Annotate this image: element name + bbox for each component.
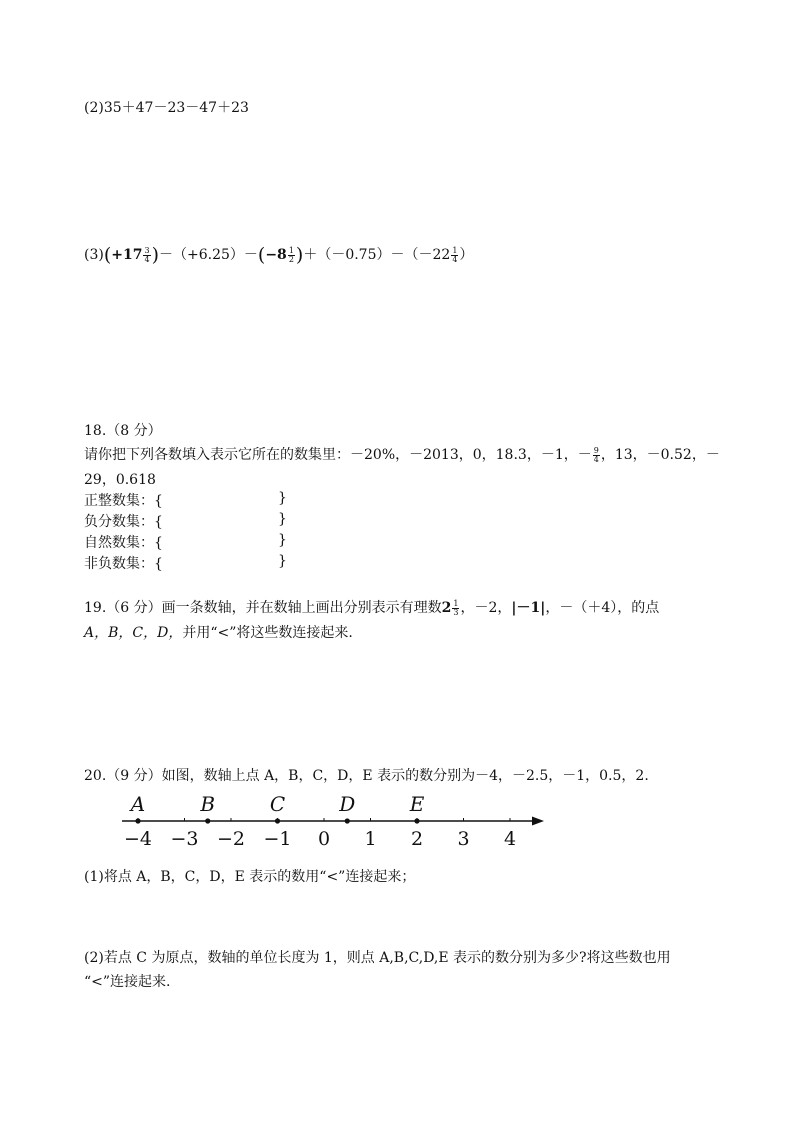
paren-close: ): [295, 244, 304, 266]
q19-instruction: 并用“<”将这些数连接起来.: [182, 625, 353, 641]
set-close-brace: }: [278, 511, 287, 527]
points-layer: [129, 792, 425, 824]
point-label-c: C: [269, 792, 286, 816]
point-dot-c: [275, 818, 280, 823]
frac-den: 4: [593, 454, 599, 464]
mixed-number-b-fraction: [288, 247, 295, 264]
set-non-negative-numbers: [84, 553, 287, 573]
q18-prompt: [84, 444, 720, 464]
set-label: 正整数集：{: [84, 493, 163, 509]
set-close-brace: }: [278, 532, 287, 548]
set-label: 负分数集：{: [84, 514, 163, 530]
point-dot-d: [345, 818, 350, 823]
frac-den: 4: [144, 254, 150, 264]
frac-num: 3: [144, 245, 150, 255]
q17-part3: [84, 244, 473, 266]
set-label: 自然数集：{: [84, 535, 163, 551]
q17-part3-op2: ＋（－0.75）－（－22: [303, 247, 451, 263]
frac-num: 1: [453, 598, 459, 608]
q18-header: 18.（8 分）: [84, 423, 162, 439]
paren-open: (: [257, 244, 266, 266]
point-label-a: A: [130, 792, 146, 816]
q19-text-b: ，－2，: [460, 600, 512, 616]
mixed-number-a-whole: +17: [111, 247, 143, 263]
frac-num: 9: [593, 445, 599, 455]
paren-open: (: [103, 244, 112, 266]
tick-label: 2: [410, 828, 424, 850]
tick-label: 0: [317, 828, 331, 850]
point-dot-b: [205, 818, 210, 823]
point-label-e: E: [409, 792, 425, 816]
q20-header: 20.（9 分）如图，数轴上点 A，B，C，D，E 表示的数分别为－4，－2.5，－1，0.5，2.: [84, 768, 649, 784]
q19-line1: [84, 597, 659, 617]
q17-part2: (2)35＋47－23－47＋23: [84, 100, 249, 116]
frac-den: 2: [288, 254, 294, 264]
q17-part3-label: (3): [84, 247, 104, 263]
ticks-layer: [124, 818, 516, 850]
q18-prompt-b: ，13，－0.52，－: [600, 447, 720, 463]
point-label-b: B: [200, 792, 216, 816]
point-dot-a: [135, 818, 140, 823]
set-positive-integers: [84, 490, 287, 510]
frac-den: 4: [452, 254, 458, 264]
q19-points: A，B，C，D，: [84, 625, 183, 641]
mixed-number-c-fraction: [451, 247, 458, 264]
number-line-figure: [118, 785, 548, 857]
frac-num: 1: [288, 245, 294, 255]
q18-prompt-a: 请你把下列各数填入表示它所在的数集里：－20%，－2013，0，18.3，－1，－: [84, 447, 592, 463]
q19-text-c: ，－（＋4），的点: [545, 600, 660, 616]
set-close-brace: }: [278, 553, 287, 569]
tick-label: 4: [503, 828, 517, 850]
q19-text-a: 19.（6 分）画一条数轴，并在数轴上画出分别表示有理数: [84, 600, 442, 616]
q19-line2: [84, 622, 353, 642]
set-negative-fractions: [84, 511, 287, 531]
axis-arrow-icon: [532, 817, 544, 826]
q19-mixed-fraction: [452, 600, 459, 617]
q19-mixed-whole: 2: [441, 600, 452, 616]
tick-label: −2: [216, 828, 246, 850]
frac-den: 3: [453, 607, 459, 617]
set-close-brace: }: [278, 490, 287, 506]
point-label-d: D: [339, 792, 356, 816]
q18-prompt-cont: 29，0.618: [84, 472, 156, 488]
tick-label: 3: [457, 828, 470, 850]
set-label: 非负数集：{: [84, 556, 163, 572]
q20-part2-line1: (2)若点 C 为原点，数轴的单位长度为 1，则点 A,B,C,D,E 表示的数分别为多少?将这些数也用: [84, 950, 671, 966]
mixed-number-a-fraction: [143, 247, 150, 264]
point-dot-e: [414, 818, 419, 823]
paren-close: ): [151, 244, 159, 266]
q17-part3-close: ）: [459, 247, 474, 263]
set-natural-numbers: [84, 532, 287, 552]
q19-absolute-value: |－1|: [511, 600, 546, 616]
q17-part3-op1: －（+6.25）－: [159, 247, 258, 263]
tick-label: −3: [170, 828, 199, 850]
q20-part2-line2: “<”连接起来.: [84, 974, 171, 990]
q18-fraction: [593, 447, 600, 464]
tick-label: −4: [123, 828, 153, 850]
q20-part1: (1)将点 A，B，C，D，E 表示的数用“<”连接起来；: [84, 869, 416, 885]
frac-num: 1: [452, 245, 458, 255]
tick-label: −1: [263, 828, 292, 850]
mixed-number-b-whole: −8: [265, 247, 287, 263]
tick-label: 1: [364, 828, 377, 850]
